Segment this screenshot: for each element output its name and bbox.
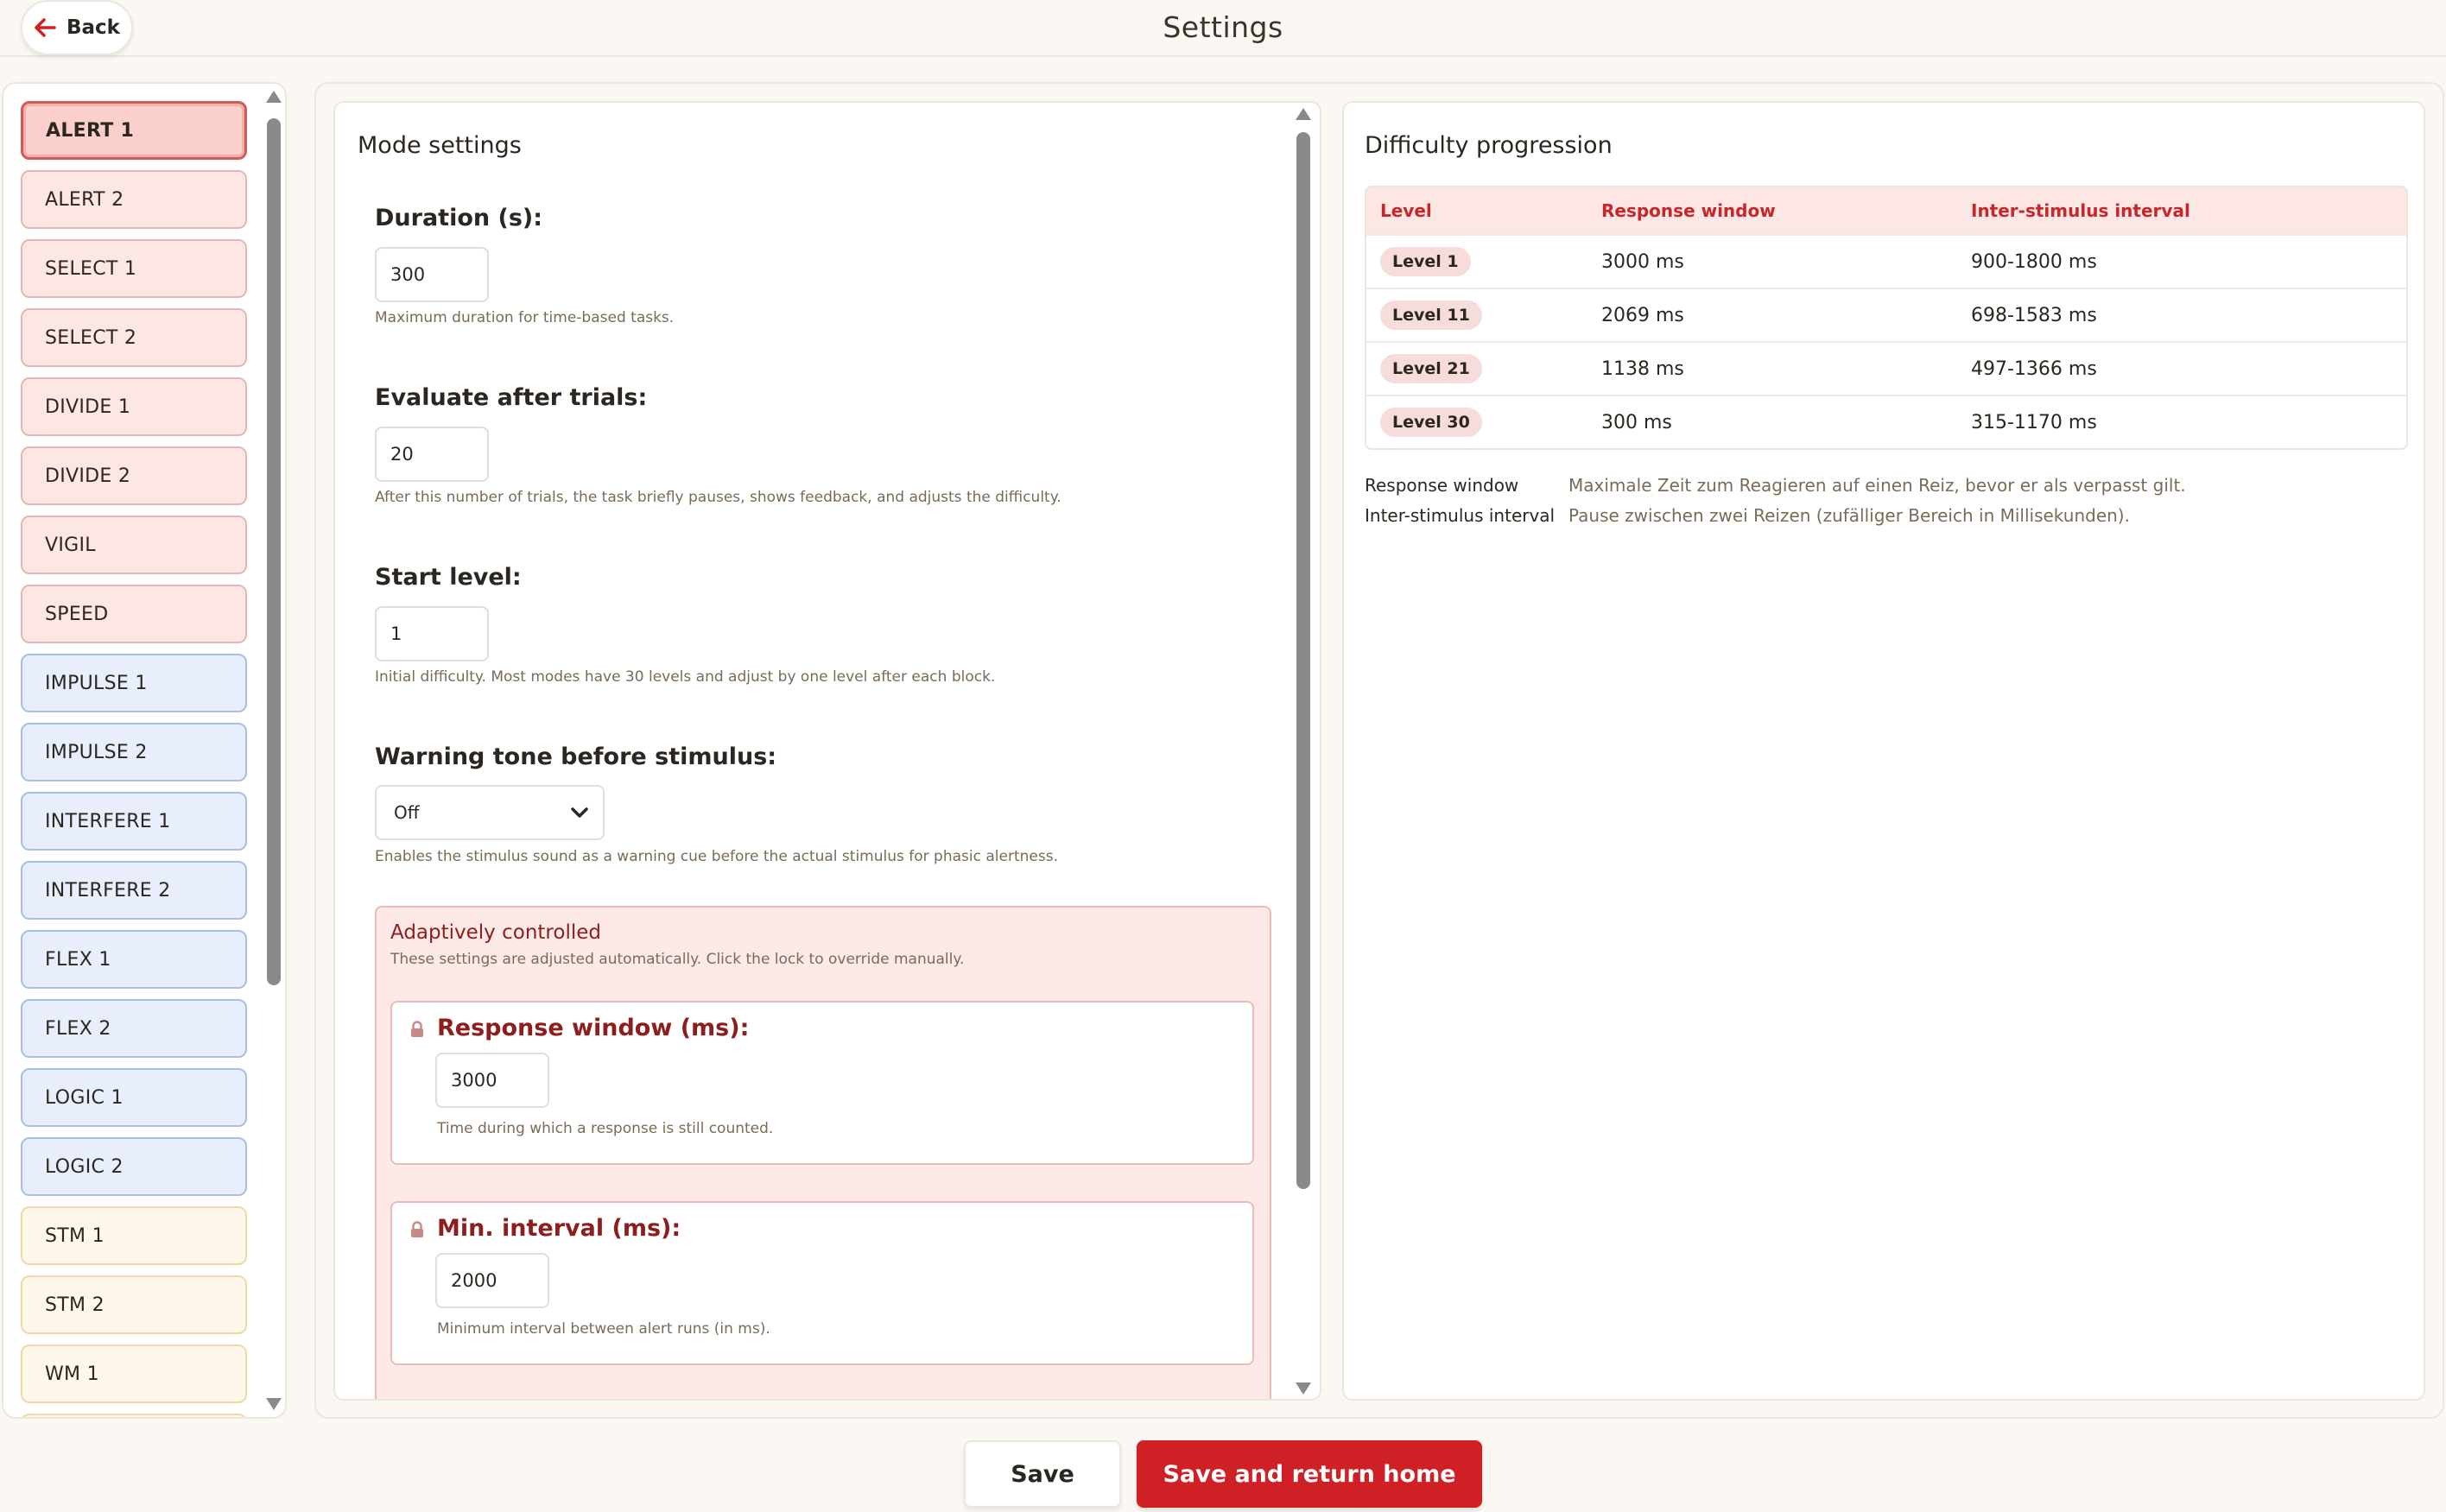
sidebar-item-alert-2[interactable]: ALERT 2 <box>21 170 247 229</box>
mode-sidebar <box>2 82 287 1419</box>
top-bar <box>0 0 2446 57</box>
min-interval-label: Min. interval (ms): <box>437 1215 681 1242</box>
sidebar-item-divide-2[interactable]: DIVIDE 2 <box>21 446 247 505</box>
level-badge: Level 30 <box>1380 408 1482 437</box>
isi-cell: 698-1583 ms <box>1971 304 2097 326</box>
response-window-hint: Time during which a response is still counted. <box>437 1120 774 1137</box>
sidebar-item-speed[interactable]: SPEED <box>21 585 247 643</box>
sidebar-item-flex-1[interactable]: FLEX 1 <box>21 930 247 989</box>
table-row <box>1366 341 2406 395</box>
min-interval-input[interactable] <box>435 1253 549 1308</box>
response-window-cell: 300 ms <box>1601 411 1672 433</box>
isi-cell: 900-1800 ms <box>1971 250 2097 273</box>
sidebar-item-select-2[interactable]: SELECT 2 <box>21 308 247 367</box>
response-window-label: Response window (ms): <box>437 1015 750 1041</box>
evaluate-hint: After this number of trials, the task briefly pauses, shows feedback, and adjusts the difficulty. <box>375 489 1061 506</box>
table-row <box>1366 395 2406 448</box>
legend-key: Response window <box>1365 474 1519 496</box>
start-level-label: Start level: <box>375 564 522 591</box>
start-level-hint: Initial difficulty. Most modes have 30 levels and adjust by one level after each block. <box>375 668 996 686</box>
legend-row <box>1365 500 2186 530</box>
level-badge: Level 21 <box>1380 354 1482 383</box>
lock-icon[interactable] <box>409 1020 425 1039</box>
evaluate-label: Evaluate after trials: <box>375 384 648 411</box>
scrollbar-thumb[interactable] <box>1296 132 1310 1189</box>
legend-row <box>1365 470 2186 500</box>
start-level-input[interactable] <box>375 606 489 661</box>
warning-tone-value: Off <box>394 802 420 823</box>
sidebar-item-divide-1[interactable]: DIVIDE 1 <box>21 377 247 436</box>
sidebar-item-stm-2[interactable]: STM 2 <box>21 1275 247 1334</box>
sidebar-item-interfere-2[interactable]: INTERFERE 2 <box>21 861 247 920</box>
scroll-down-arrow-icon[interactable] <box>266 1398 282 1410</box>
response-window-field <box>390 1001 1254 1165</box>
difficulty-title: Difficulty progression <box>1365 132 1613 159</box>
response-window-cell: 2069 ms <box>1601 304 1684 326</box>
table-header <box>1366 187 2406 234</box>
level-badge: Level 11 <box>1380 301 1482 330</box>
header-isi: Inter-stimulus interval <box>1971 200 2190 221</box>
evaluate-trials-input[interactable] <box>375 427 489 482</box>
table-row <box>1366 234 2406 288</box>
level-badge: Level 1 <box>1380 247 1471 276</box>
adaptive-subtitle: These settings are adjusted automatically. Click the lock to override manually. <box>390 951 965 968</box>
sidebar-item-vigil[interactable]: VIGIL <box>21 516 247 574</box>
sidebar-item-select-1[interactable]: SELECT 1 <box>21 239 247 298</box>
settings-panel <box>314 82 2444 1419</box>
lock-icon[interactable] <box>409 1220 425 1239</box>
response-window-cell: 1138 ms <box>1601 357 1684 380</box>
sidebar-item-interfere-1[interactable]: INTERFERE 1 <box>21 792 247 851</box>
response-window-input[interactable] <box>435 1053 549 1108</box>
min-interval-field <box>390 1201 1254 1365</box>
difficulty-legend <box>1365 470 2186 530</box>
adaptive-section <box>375 906 1271 1401</box>
chevron-down-icon <box>570 806 589 819</box>
sidebar-item-logic-1[interactable]: LOGIC 1 <box>21 1068 247 1127</box>
save-button[interactable]: Save <box>964 1440 1121 1508</box>
scroll-down-arrow-icon[interactable] <box>1296 1382 1311 1395</box>
save-and-return-home-button[interactable]: Save and return home <box>1137 1440 1482 1508</box>
scrollbar-thumb[interactable] <box>267 118 281 985</box>
warning-tone-hint: Enables the stimulus sound as a warning cue before the actual stimulus for phasic alertness. <box>375 848 1058 865</box>
duration-label: Duration (s): <box>375 205 543 231</box>
header-level: Level <box>1380 200 1432 221</box>
legend-key: Inter-stimulus interval <box>1365 504 1556 526</box>
sidebar-item-wm-1[interactable]: WM 1 <box>21 1344 247 1403</box>
adaptive-title: Adaptively controlled <box>390 921 601 944</box>
sidebar-scrollbar[interactable] <box>264 91 283 1410</box>
min-interval-hint: Minimum interval between alert runs (in ms). <box>437 1320 770 1338</box>
sidebar-item-stm-1[interactable]: STM 1 <box>21 1206 247 1265</box>
header-response-window: Response window <box>1601 200 1776 221</box>
legend-description: Pause zwischen zwei Reizen (zufälliger Bereich in Millisekunden). <box>1568 504 2130 526</box>
warning-tone-label: Warning tone before stimulus: <box>375 743 777 770</box>
sidebar-item-alert-1[interactable]: ALERT 1 <box>21 101 247 160</box>
warning-tone-select[interactable] <box>375 785 605 840</box>
page-title: Settings <box>1163 10 1283 44</box>
scroll-up-arrow-icon[interactable] <box>1296 108 1311 120</box>
legend-description: Maximale Zeit zum Reagieren auf einen Reiz, bevor er als verpasst gilt. <box>1568 474 2186 496</box>
mode-settings-title: Mode settings <box>358 132 522 159</box>
sidebar-item-partial[interactable] <box>21 1414 247 1419</box>
duration-input[interactable] <box>375 247 489 302</box>
mode-list <box>21 101 247 1419</box>
sidebar-item-impulse-2[interactable]: IMPULSE 2 <box>21 723 247 781</box>
sidebar-item-impulse-1[interactable]: IMPULSE 1 <box>21 654 247 712</box>
response-window-cell: 3000 ms <box>1601 250 1684 273</box>
difficulty-card <box>1342 101 2425 1401</box>
mode-settings-scrollbar[interactable] <box>1294 108 1313 1395</box>
scroll-up-arrow-icon[interactable] <box>266 91 282 103</box>
back-button-label: Back <box>67 16 120 39</box>
isi-cell: 497-1366 ms <box>1971 357 2097 380</box>
sidebar-item-flex-2[interactable]: FLEX 2 <box>21 999 247 1058</box>
table-row <box>1366 288 2406 341</box>
isi-cell: 315-1170 ms <box>1971 411 2097 433</box>
duration-hint: Maximum duration for time-based tasks. <box>375 309 675 326</box>
mode-settings-card <box>333 101 1321 1401</box>
sidebar-item-logic-2[interactable]: LOGIC 2 <box>21 1137 247 1196</box>
difficulty-table <box>1365 186 2408 450</box>
